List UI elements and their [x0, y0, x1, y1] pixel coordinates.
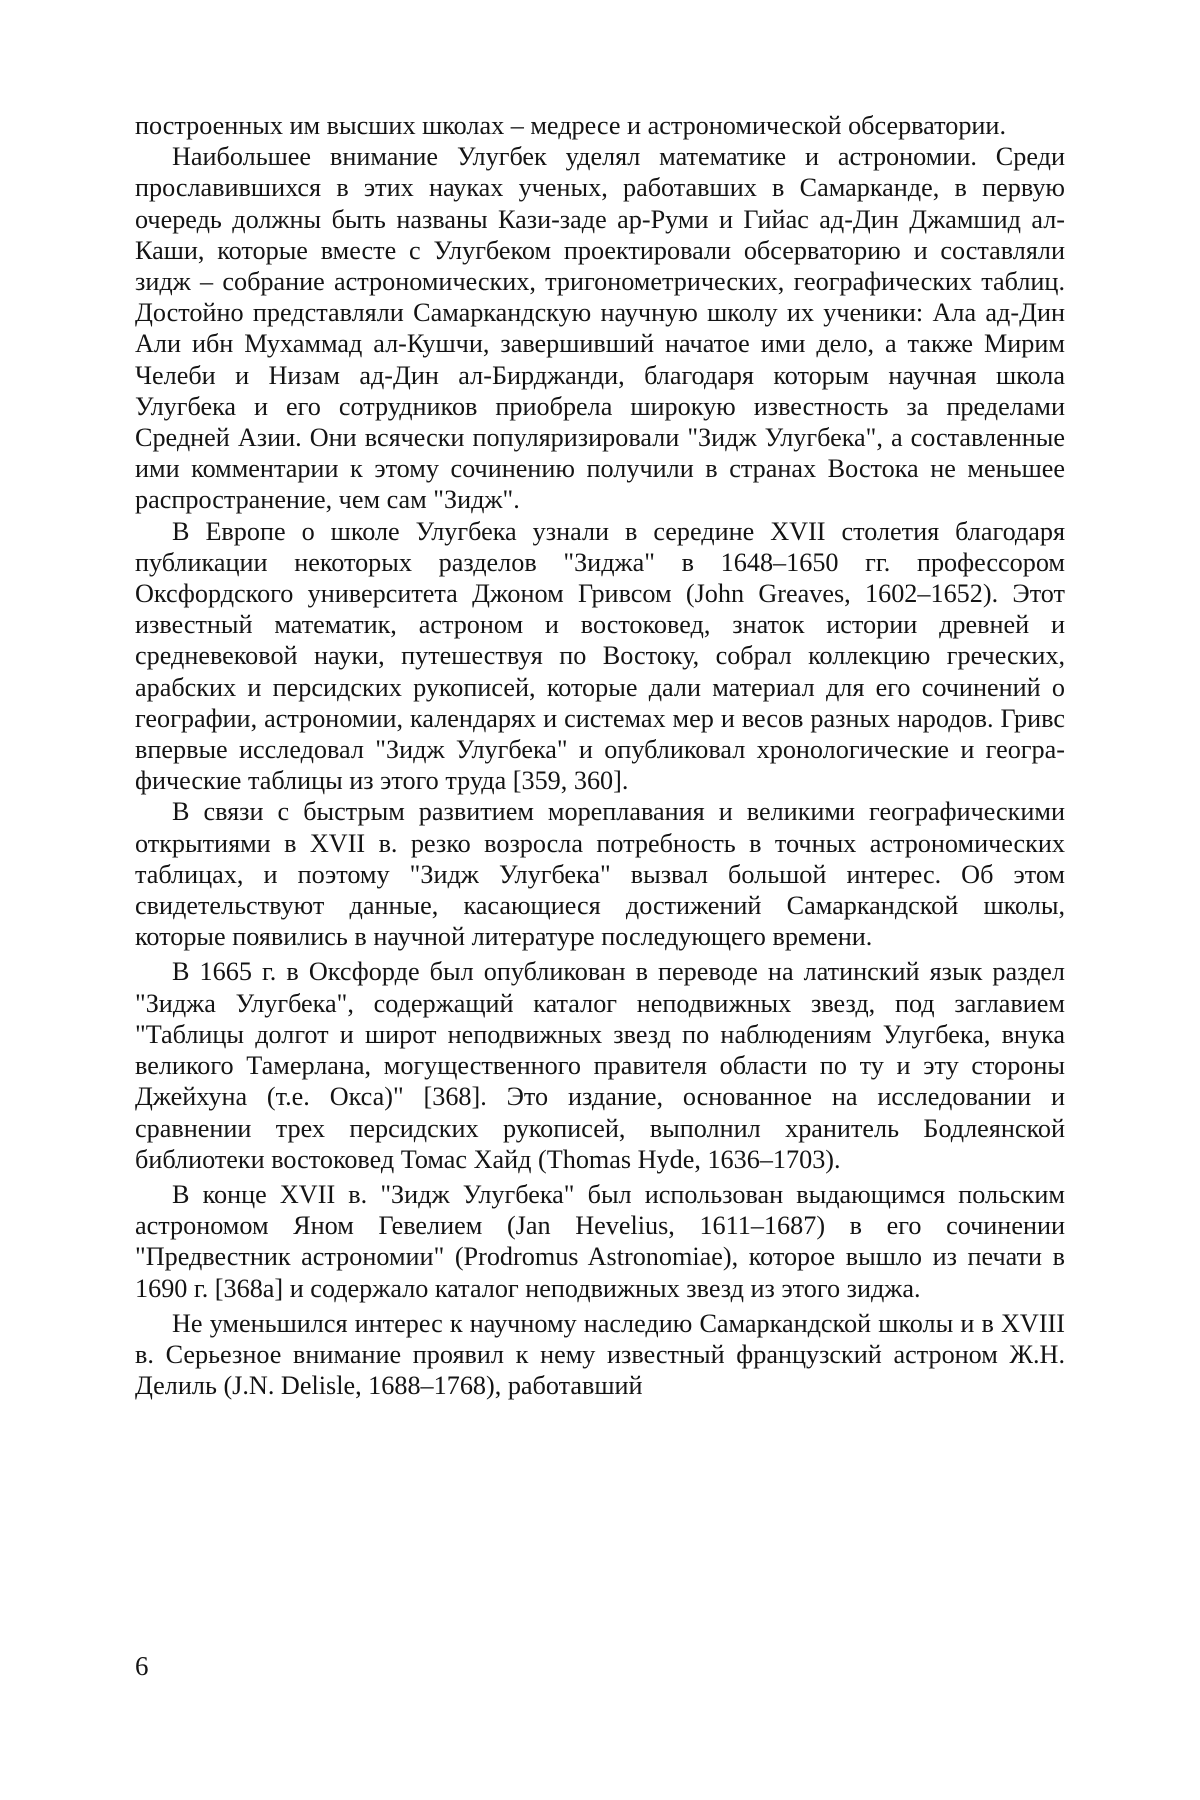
main-text: [135, 110, 1065, 1401]
paragraph-continued: построенных им высших школах – медресе и астрономической обсерватории.: [135, 111, 1006, 140]
paragraph-hevelius: В конце XVII в. "Зидж Улугбека" был использован выдающимся польским астрономом Яном Гевелием (Jan Hevelius, 1611–1687) в его сочинении "Предвестник астрономии" (Prodromus Astronomiae), которое вышло из печати в 1690 г. [368а] и содержало каталог неподвижных звезд из этого зиджа.: [135, 1179, 1065, 1303]
paragraph-europe-greaves: В Европе о школе Улугбека узнали в середине XVII столетия благодаря публикации некоторых разделов "Зиджа" в 1648–1650 гг. профессором Оксфордского университета Джоном Гривсом (John Greaves, 1602–1652). Этот известный математик, астроном и востоковед, знаток истории древней и средневековой науки, путешествуя по Востоку, собрал коллекцию греческих, арабских и персидских рукописей, которые дали материал для его сочинений о географии, астрономии, календарях и системах мер и весов разных народов. Гривс впервые исследовал "Зидж Улугбека" и опубликовал хронологические и географические таблицы из этого труда [359, 360].: [135, 516, 1065, 796]
page-number: 6: [135, 1651, 149, 1681]
paragraph-oxford-1665: В 1665 г. в Оксфорде был опубликован в переводе на латинский язык раздел "Зиджа Улугбека", содержащий каталог неподвижных звезд, под заглавием "Таблицы долгот и широт неподвижных звезд по наблюдениям Улугбека, внука великого Тамерлана, могущественного правителя области по ту и эту стороны Джейхуна (т.е. Окса)" [368]. Это издание, основанное на исследовании и сравнении трех персидских рукописей, выполнил хранитель Бодлеянской библиотеки востоковед Томас Хайд (Thomas Hyde, 1636–1703).: [135, 957, 1065, 1174]
paragraph-ulugbek-science: Наибольшее внимание Улугбек уделял математике и астрономии. Среди прославившихся в этих науках ученых, работавших в Самарканде, в первую очередь должны быть названы Кази-заде ар-Руми и Гийас ад-Дин Джамшид ал-Каши, которые вместе с Улугбеком проектировали обсерваторию и составляли зидж – собрание астрономических, тригонометрических, географических таблиц. Достойно представляли Самаркандскую научную школу их ученики: Ала ад-Дин Али ибн Мухаммад ал-Кушчи, завершивший начатое ими дело, а также Мирим Челеби и Низам ад-Дин ал-Бирджанди, благодаря которым научная школа Улугбека и его сотрудников приобрела широкую известность за пределами Средней Азии. Они всячески популяризировали "Зидж Улугбека", а составленные ими комментарии к этому сочинению получили в странах Востока не меньшее распространение, чем сам "Зидж".: [135, 142, 1065, 515]
paragraph-delisle: Не уменьшился интерес к научному наследию Самаркандской школы и в XVIII в. Серьезное внимание проявил к нему известный французский астроном Ж.Н. Делиль (J.N. Delisle, 1688–1768), работавший: [135, 1308, 1065, 1401]
paragraph-navigation: В связи с быстрым развитием мореплавания и великими географическими открытиями в XVII в. резко возросла потребность в точных астрономических таблицах, и поэтому "Зидж Улугбека" вызвал большой интерес. Об этом свидетельствуют данные, касающиеся достижений Самаркандской школы, которые появились в научной литературе последующего времени.: [135, 797, 1065, 952]
